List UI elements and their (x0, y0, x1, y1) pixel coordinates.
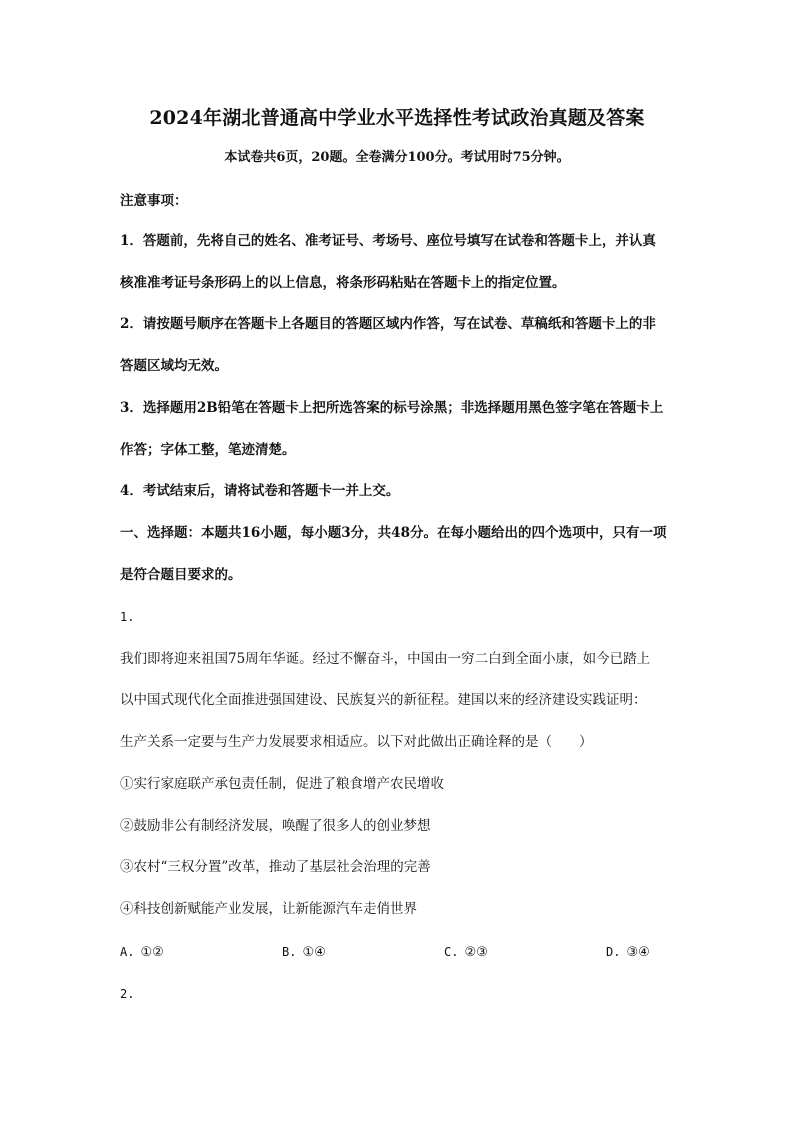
option-c-text: ②③ (464, 945, 488, 960)
option-c-letter: C. (444, 945, 459, 959)
option-a-text: ①② (140, 945, 164, 960)
notice-4-line1: 4．考试结束后，请将试卷和答题卡一并上交。 (120, 483, 400, 499)
option-b-text: ①④ (302, 945, 326, 960)
page-title: 2024年湖北普通高中学业水平选择性考试政治真题及答案 (149, 107, 645, 129)
question-1-statement-4: ④科技创新赋能产业发展，让新能源汽车走俏世界 (120, 901, 417, 917)
option-a-letter: A. (120, 945, 135, 959)
notice-2-line2: 答题区域均无效。 (120, 358, 228, 374)
question-1-stem-line2: 以中国式现代化全面推进强国建设、民族复兴的新征程。建国以来的经济建设实践证明： (120, 692, 647, 708)
option-b-letter: B. (282, 945, 297, 959)
question-2-number: 2. (120, 987, 135, 1001)
question-1-statement-2: ②鼓励非公有制经济发展，唤醒了很多人的创业梦想 (120, 818, 431, 834)
exam-info-subtitle: 本试卷共6页，20题。全卷满分100分。考试用时75分钟。 (224, 150, 570, 165)
question-1-statement-3: ③农村“三权分置”改革，推动了基层社会治理的完善 (120, 859, 431, 875)
question-1-statement-1: ①实行家庭联产承包责任制，促进了粮食增产农民增收 (120, 776, 444, 792)
notice-1-line1: 1．答题前，先将自己的姓名、准考证号、考场号、座位号填写在试卷和答题卡上，并认真 (120, 233, 656, 249)
notice-2-line1: 2．请按题号顺序在答题卡上各题目的答题区域内作答，写在试卷、草稿纸和答题卡上的非 (120, 316, 656, 332)
section-heading-line2: 是符合题目要求的。 (120, 567, 242, 583)
question-1-stem-line1: 我们即将迎来祖国75周年华诞。经过不懈奋斗，中国由一穷二白到全面小康，如今已踏上 (120, 651, 651, 667)
question-1-stem-line3: 生产关系一定要与生产力发展要求相适应。以下对此做出正确诠释的是（ ） (120, 734, 593, 750)
notice-heading: 注意事项： (120, 193, 188, 209)
option-d-letter: D. (606, 945, 621, 959)
option-d-text: ③④ (626, 945, 650, 960)
question-1-option-c (444, 941, 488, 964)
notice-1-line2: 核准准考证号条形码上的以上信息，将条形码粘贴在答题卡上的指定位置。 (120, 275, 566, 291)
question-1-option-a (120, 941, 164, 964)
section-heading-line1: 一、选择题：本题共16小题，每小题3分，共48分。在每小题给出的四个选项中，只有一项 (120, 525, 667, 541)
question-1-number: 1. (120, 610, 135, 624)
question-1-option-d (606, 941, 650, 964)
notice-3-line1: 3．选择题用2B铅笔在答题卡上把所选答案的标号涂黑；非选择题用黑色签字笔在答题卡上 (120, 400, 664, 416)
question-1-option-b (282, 941, 326, 964)
notice-3-line2: 作答；字体工整，笔迹清楚。 (120, 442, 296, 458)
